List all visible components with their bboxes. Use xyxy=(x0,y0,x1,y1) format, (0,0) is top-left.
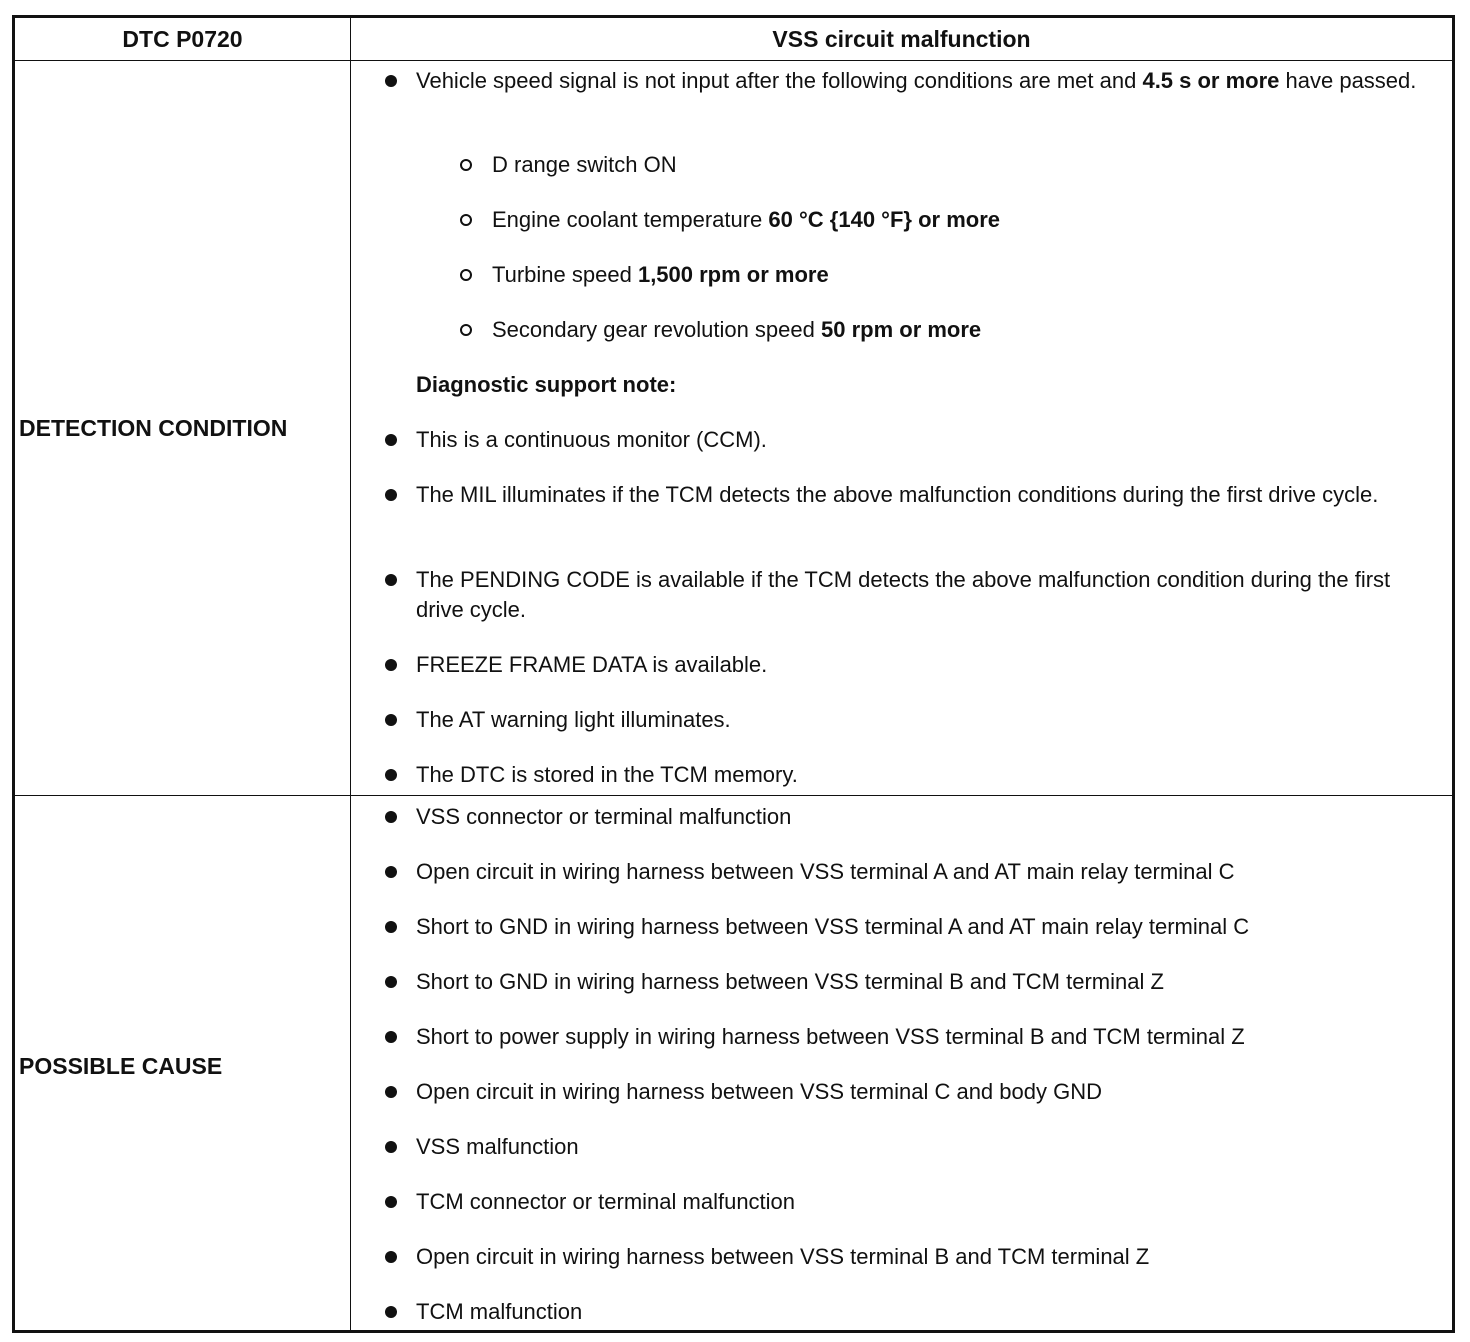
bullet-icon xyxy=(385,1306,397,1318)
bullet-icon xyxy=(385,1086,397,1098)
bullet-icon xyxy=(385,1196,397,1208)
cause-item: VSS malfunction xyxy=(416,1132,1434,1162)
bullet-icon xyxy=(385,1031,397,1043)
column-divider xyxy=(350,18,351,1330)
bullet-icon xyxy=(385,1251,397,1263)
sub-condition-item: D range switch ON xyxy=(492,150,1434,180)
bullet-icon xyxy=(385,75,397,87)
cause-item: Open circuit in wiring harness between VSS terminal A and AT main relay terminal C xyxy=(416,857,1434,887)
sub-condition-item: Secondary gear revolution speed 50 rpm or more xyxy=(492,315,1434,345)
row-divider xyxy=(15,795,1452,796)
cause-item: VSS connector or terminal malfunction xyxy=(416,802,1434,832)
bullet-icon xyxy=(385,659,397,671)
hollow-bullet-icon xyxy=(460,159,472,171)
detection-condition-label: DETECTION CONDITION xyxy=(19,415,288,441)
dtc-title-header: VSS circuit malfunction xyxy=(772,25,1031,52)
bullet-icon xyxy=(385,1141,397,1153)
cause-item: Short to GND in wiring harness between VSS terminal A and AT main relay terminal C xyxy=(416,912,1434,942)
bullet-icon xyxy=(385,976,397,988)
possible-cause-label: POSSIBLE CAUSE xyxy=(19,1053,223,1079)
cause-item: Short to GND in wiring harness between VSS terminal B and TCM terminal Z xyxy=(416,967,1434,997)
note-item: FREEZE FRAME DATA is available. xyxy=(416,650,1434,680)
bullet-icon xyxy=(385,921,397,933)
diagnostic-note-heading: Diagnostic support note: xyxy=(416,372,677,397)
cause-item: TCM connector or terminal malfunction xyxy=(416,1187,1434,1217)
main-condition: Vehicle speed signal is not input after the following conditions are met and 4.5 s or more have passed. xyxy=(416,66,1434,96)
note-item: The MIL illuminates if the TCM detects the above malfunction conditions during the first drive cycle. xyxy=(416,480,1434,510)
note-item: The PENDING CODE is available if the TCM detects the above malfunction condition during the first drive cycle. xyxy=(416,565,1434,625)
bullet-icon xyxy=(385,769,397,781)
cause-item: Open circuit in wiring harness between VSS terminal C and body GND xyxy=(416,1077,1434,1107)
hollow-bullet-icon xyxy=(460,214,472,226)
note-item: The AT warning light illuminates. xyxy=(416,705,1434,735)
dtc-code-header: DTC P0720 xyxy=(122,25,243,52)
cause-item: Open circuit in wiring harness between VSS terminal B and TCM terminal Z xyxy=(416,1242,1434,1272)
sub-condition-item: Turbine speed 1,500 rpm or more xyxy=(492,260,1434,290)
bullet-icon xyxy=(385,574,397,586)
bullet-icon xyxy=(385,434,397,446)
header-divider xyxy=(15,60,1452,61)
hollow-bullet-icon xyxy=(460,269,472,281)
bullet-icon xyxy=(385,866,397,878)
note-item: The DTC is stored in the TCM memory. xyxy=(416,760,1434,790)
note-item: This is a continuous monitor (CCM). xyxy=(416,425,1434,455)
bullet-icon xyxy=(385,811,397,823)
cause-item: TCM malfunction xyxy=(416,1297,1434,1327)
bullet-icon xyxy=(385,489,397,501)
hollow-bullet-icon xyxy=(460,324,472,336)
cause-item: Short to power supply in wiring harness between VSS terminal B and TCM terminal Z xyxy=(416,1022,1434,1052)
sub-condition-item: Engine coolant temperature 60 °C {140 °F} or more xyxy=(492,205,1434,235)
bullet-icon xyxy=(385,714,397,726)
